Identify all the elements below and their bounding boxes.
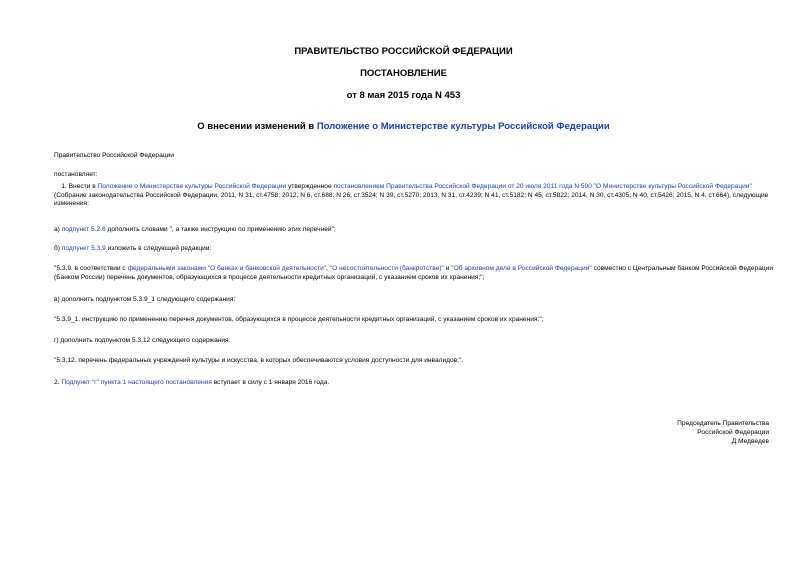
pb-text-b: изложить в следующей редакции: (105, 245, 212, 252)
paragraph-2 (54, 379, 774, 388)
subparagraph-b (54, 245, 774, 254)
government-line: Правительство Российской Федерации (54, 152, 174, 159)
signature-org: Российской Федерации (697, 429, 769, 436)
pb-text-a: б) (54, 245, 62, 252)
subparagraph-g: г) дополнить подпунктом 5.3.12 следующего содержания: (54, 337, 231, 344)
q-text-d: совместно с Центральным банком Российской Федерации (Банком России) перечень документов, образующихся в процессе деятельности кредитных организаций, с указанием сроков их хранения;"; (54, 265, 774, 281)
p2-text-b: вступает в силу с 1 января 2016 года. (211, 379, 330, 386)
subparagraph-a (54, 226, 774, 235)
archive-law-link[interactable]: "Об архивном деле в Российской Федерации" (451, 265, 592, 272)
government-heading: ПРАВИТЕЛЬСТВО РОССИЙСКОЙ ФЕДЕРАЦИИ (294, 46, 513, 57)
q-text-c: и (443, 265, 452, 272)
quote-5-3-9 (54, 265, 774, 282)
postanovlyaet-line: постановляет: (54, 171, 98, 178)
p1-regulation-link[interactable]: Положение о Министерстве культуры Российской Федерации (97, 183, 287, 190)
q-text-a: "5.3.9. в соответствии с (54, 265, 128, 272)
title-prefix: О внесении изменений в (197, 121, 317, 132)
p1-text-b: утвержденное (286, 183, 334, 190)
title-regulation-link[interactable]: Положение о Министерстве культуры Российской Федерации (316, 121, 610, 132)
signature-name: Д.Медведев (731, 438, 769, 445)
p1-text-c: (Собрание законодательства Российской Федерации, 2011, N 31, ст.4758; 2012, N 6, ст.688; N 26, ст.3524; N 39, ст.5270; 2013, N 31, ст.4239; N 41, ст.5182; N 45, ст.5822; 2014, N 30, ст.4305; N 40, ст.5426; 2015, N 4, ст.664), следующие изменения: (54, 191, 769, 208)
subpoint-g-link[interactable]: Подпункт "г" пункта 1 настоящего постановления (61, 379, 212, 386)
subparagraph-v: в) дополнить подпунктом 5.3.9_1 следующего содержания: (54, 296, 236, 303)
subpoint-5-3-9-link[interactable]: подпункт 5.3.9 (61, 245, 106, 252)
quote-5-3-9-1: "5.3.9_1. инструкцию по применению перечня документов, образующихся в процессе деятельности кредитных организаций, с указанием сроков их хранения;"; (54, 316, 544, 323)
bankruptcy-law-link[interactable]: "О несостоятельности (банкротстве)" (329, 265, 444, 272)
document-title (0, 121, 807, 132)
subpoint-5-2-6-link[interactable]: подпункт 5.2.6 (61, 226, 106, 233)
p1-text-a: 1. Внести в (61, 183, 98, 190)
pa-text-a: а) (54, 226, 62, 233)
signature-title: Председатель Правительства (677, 420, 769, 427)
signature-block (677, 419, 769, 446)
p2-text-a: 2. (54, 379, 62, 386)
date-number-heading: от 8 мая 2015 года N 453 (346, 90, 461, 101)
pa-text-b: дополнить словами ", а также инструкцию по применению этих перечней"; (105, 226, 336, 233)
quote-5-3-12: "5.3.12. перечень федеральных учреждений культуры и искусства, в которых обеспечиваются условия доступности для инвалидов;". (54, 357, 464, 364)
p1-resolution-link[interactable]: постановлением Правительства Российской Федерации от 20 июля 2011 года N 590 "О Министерстве культуры Российской Федерации" (333, 183, 752, 190)
banks-law-link[interactable]: федеральными законами "О банках и банковской деятельности" (127, 265, 327, 272)
q-text-b: , (326, 265, 330, 272)
paragraph-1 (54, 183, 774, 209)
document-type-heading: ПОСТАНОВЛЕНИЕ (360, 68, 447, 79)
